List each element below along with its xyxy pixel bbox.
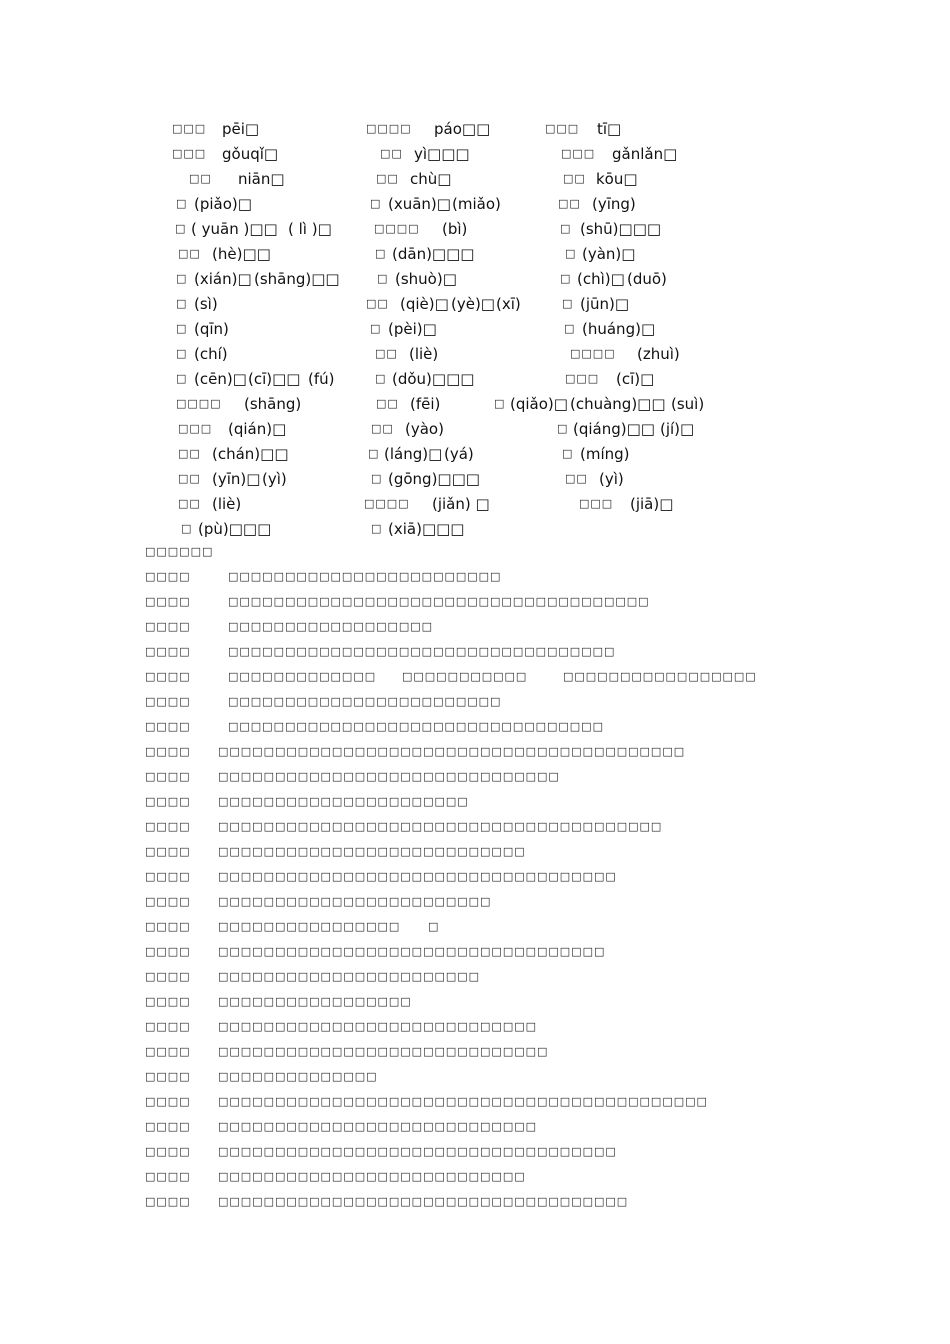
pinyin-row — [0, 493, 950, 515]
pinyin-row — [0, 268, 950, 290]
pinyin-cell: □□ — [366, 297, 389, 310]
text-line — [0, 641, 950, 663]
text-line — [0, 716, 950, 738]
pinyin-cell: (láng)□ — [384, 445, 443, 463]
pinyin-cell: ( yuān )□□ — [191, 220, 278, 238]
pinyin-cell: □ — [368, 447, 380, 460]
pinyin-cell: (yào) — [405, 420, 444, 438]
text-line — [0, 841, 950, 863]
pinyin-cell: (yì) — [262, 470, 287, 488]
pinyin-cell: □ — [371, 522, 383, 535]
pinyin-cell: (miǎo) — [452, 195, 501, 213]
line-number: □□□□ — [145, 770, 191, 783]
line-number: □□□□ — [145, 945, 191, 958]
pinyin-cell: □ — [176, 197, 188, 210]
text-line — [0, 866, 950, 888]
pinyin-cell: □ — [562, 447, 574, 460]
line-text: □□□□□□□□□□□□□□□□□□□□□□□□□□□□□□□□□□□□□□□ — [218, 820, 663, 833]
pinyin-row — [0, 418, 950, 440]
pinyin-cell: (dǒu)□□□ — [392, 370, 475, 388]
line-text: □□□□□□□□□□□□□□□□□□□□□□□ — [218, 970, 481, 983]
pinyin-cell: (cī)□ — [616, 370, 655, 388]
text-line — [0, 791, 950, 813]
pinyin-row — [0, 143, 950, 165]
pinyin-cell: (míng) — [580, 445, 630, 463]
pinyin-cell: □□ — [178, 472, 201, 485]
pinyin-cell: (qiè)□ — [400, 295, 449, 313]
text-line — [0, 816, 950, 838]
pinyin-cell: (shāng)□□ — [254, 270, 340, 288]
pinyin-cell: kōu□ — [596, 170, 638, 188]
pinyin-cell: □□□ — [545, 122, 580, 135]
pinyin-cell: □□ — [376, 172, 399, 185]
line-number: □□□□ — [145, 895, 191, 908]
line-text: □□□□□□□□□□□□□□□□□□ — [228, 620, 434, 633]
pinyin-cell: □□□□ — [570, 347, 616, 360]
pinyin-cell: (yè)□ — [451, 295, 495, 313]
text-line — [0, 916, 950, 938]
pinyin-cell: (liè) — [409, 345, 439, 363]
pinyin-cell: (liè) — [212, 495, 242, 513]
pinyin-cell: □□ — [178, 497, 201, 510]
pinyin-cell: (fēi) — [410, 395, 441, 413]
text-line — [0, 1141, 950, 1163]
line-text: □□□□□□□□□□□□□□□□□□□□□□□□ — [228, 570, 502, 583]
pinyin-cell: (cī)□□ — [248, 370, 301, 388]
pinyin-cell: gǎnlǎn□ — [612, 145, 678, 163]
pinyin-row — [0, 518, 950, 540]
pinyin-cell: □□ — [565, 472, 588, 485]
text-line — [0, 666, 950, 688]
line-number: □□□□ — [145, 670, 191, 683]
section-heading — [0, 541, 950, 563]
pinyin-cell: □ — [494, 397, 506, 410]
pinyin-cell: □ — [181, 522, 193, 535]
pinyin-cell: □□ — [563, 172, 586, 185]
pinyin-cell: □□ — [178, 247, 201, 260]
pinyin-cell: (jiǎn) □ — [432, 495, 490, 513]
line-text: □□□□□□□□□□□ — [402, 670, 528, 683]
text-line — [0, 1166, 950, 1188]
pinyin-cell: (yīng) — [592, 195, 636, 213]
pinyin-cell: (pèi)□ — [388, 320, 437, 338]
pinyin-cell: (chí) — [194, 345, 228, 363]
line-text: □□□□□□□□□□□□□□□□□□□□□□□□□□□□□□□□□□□□□ — [228, 595, 650, 608]
pinyin-row — [0, 118, 950, 140]
pinyin-row — [0, 393, 950, 415]
pinyin-row — [0, 193, 950, 215]
line-text: □□□□□□□□□□□□□□□□□□□□□□□□□□□□□□□□□□ — [228, 645, 616, 658]
pinyin-cell: (hè)□□ — [212, 245, 271, 263]
pinyin-cell: (cēn)□ — [194, 370, 247, 388]
pinyin-cell: □ — [370, 322, 382, 335]
pinyin-cell: (fú) — [308, 370, 335, 388]
pinyin-cell: (bì) — [442, 220, 468, 238]
pinyin-cell: (yá) — [444, 445, 474, 463]
pinyin-cell: □□□ — [565, 372, 600, 385]
pinyin-cell: (gōng)□□□ — [388, 470, 480, 488]
line-number: □□□□ — [145, 795, 191, 808]
line-text: □□□□□□□□□□□□□□□□□ — [218, 995, 412, 1008]
line-number: □□□□ — [145, 570, 191, 583]
pinyin-cell: (huáng)□ — [582, 320, 656, 338]
pinyin-cell: □□□ — [579, 497, 614, 510]
pinyin-cell: (xuān)□ — [388, 195, 451, 213]
line-text: □□□□□□□□□□□□□□□□□□□□□□□□□□□□□□□□□□□□ — [218, 1195, 629, 1208]
pinyin-cell: (shū)□□□ — [580, 220, 662, 238]
pinyin-cell: (qiáng)□□ — [573, 420, 655, 438]
pinyin-cell: (chuàng)□□ — [570, 395, 666, 413]
line-text: □□□□□□□□□□□□□□□□□□□□□□□□□□□□□□□□□□□□□□□□□□□ — [218, 1095, 708, 1108]
line-number: □□□□ — [145, 1095, 191, 1108]
pinyin-cell: (duō) — [627, 270, 667, 288]
pinyin-row — [0, 343, 950, 365]
line-text: □□□□□□□□□□□□□□□□□□□□□□□□□□□□ — [218, 1120, 538, 1133]
pinyin-cell: yì□□□ — [414, 145, 470, 163]
pinyin-cell: (xián)□ — [194, 270, 252, 288]
line-number: □□□□ — [145, 845, 191, 858]
pinyin-cell: niān□ — [238, 170, 285, 188]
line-text: □□□□□□□□□□□□□□□□ — [218, 920, 401, 933]
pinyin-cell: (yīn)□ — [212, 470, 261, 488]
line-text: □□□□□□□□□□□□□□□□□□□□□□□□□□□□□□□□□□□ — [218, 1145, 617, 1158]
line-text: □□□□□□□□□□□□□□ — [218, 1070, 378, 1083]
text-line — [0, 991, 950, 1013]
pinyin-cell: (yì) — [599, 470, 624, 488]
pinyin-cell: pēi□ — [222, 120, 260, 138]
text-line — [0, 966, 950, 988]
pinyin-cell: □ — [176, 272, 188, 285]
line-number: □□□□ — [145, 1070, 191, 1083]
pinyin-cell: □ — [375, 372, 387, 385]
text-line — [0, 691, 950, 713]
pinyin-cell: (shāng) — [244, 395, 302, 413]
pinyin-cell: tī□ — [597, 120, 622, 138]
line-text: □□□□□□□□□□□□□□□□□□□□□□□□□□□□□□ — [218, 770, 560, 783]
text-line — [0, 1066, 950, 1088]
pinyin-cell: (qiǎo)□ — [510, 395, 568, 413]
line-text: □□□□□□□□□□□□□□□□□□□□□□□□□□□□□ — [218, 1045, 549, 1058]
pinyin-cell: □□□□ — [366, 122, 412, 135]
pinyin-cell: □ — [176, 372, 188, 385]
pinyin-cell: □□□ — [178, 422, 213, 435]
text-line — [0, 891, 950, 913]
line-number: □□□□ — [145, 1120, 191, 1133]
pinyin-cell: □ — [565, 247, 577, 260]
line-text: □□□□□□□□□□□□□□□□□□□□□□□□□□□□ — [218, 1020, 538, 1033]
line-number: □□□□ — [145, 620, 191, 633]
text-line — [0, 1041, 950, 1063]
line-text: □□□□□□□□□□□□□□□□□ — [563, 670, 757, 683]
line-number: □□□□ — [145, 970, 191, 983]
line-number: □□□□ — [145, 595, 191, 608]
line-text: □□□□□□□□□□□□□□□□□□□□□□□□□□□□□□□□□ — [228, 720, 604, 733]
text-line — [0, 1091, 950, 1113]
pinyin-cell: (jí)□ — [660, 420, 695, 438]
pinyin-cell: (suì) — [671, 395, 705, 413]
pinyin-cell: (piǎo)□ — [194, 195, 252, 213]
line-number: □□□□ — [145, 920, 191, 933]
pinyin-cell: □□□ — [561, 147, 596, 160]
pinyin-cell: □□ — [189, 172, 212, 185]
pinyin-cell: □□□ — [172, 122, 207, 135]
pinyin-row — [0, 218, 950, 240]
line-number: □□□□ — [145, 1145, 191, 1158]
line-text: □□□□□□□□□□□□□□□□□□□□□□□□□□□ — [218, 1170, 526, 1183]
text-line — [0, 566, 950, 588]
line-number: □□□□ — [145, 645, 191, 658]
text-line — [0, 591, 950, 613]
line-number: □□□□ — [145, 1170, 191, 1183]
pinyin-cell: (qīn) — [194, 320, 229, 338]
line-text: □□□□□□□□□□□□□□□□□□□□□□□□ — [228, 695, 502, 708]
line-text: □□□□□□□□□□□□□ — [228, 670, 377, 683]
pinyin-cell: (qián)□ — [228, 420, 287, 438]
pinyin-row — [0, 243, 950, 265]
text-line — [0, 1191, 950, 1213]
text-line — [0, 941, 950, 963]
pinyin-row — [0, 368, 950, 390]
pinyin-cell: □ — [370, 197, 382, 210]
line-number: □□□□ — [145, 1020, 191, 1033]
pinyin-cell: □ — [562, 297, 574, 310]
pinyin-cell: □□ — [371, 422, 394, 435]
pinyin-cell: (jiā)□ — [630, 495, 674, 513]
line-number: □□□□ — [145, 820, 191, 833]
pinyin-cell: (xiā)□□□ — [388, 520, 465, 538]
line-text: □□□□□□□□□□□□□□□□□□□□□□□□□□□□□□□□□□□□□□□□□ — [218, 745, 686, 758]
line-number: □□□□ — [145, 1195, 191, 1208]
line-number: □□□□ — [145, 870, 191, 883]
line-text: □□□□□□□□□□□□□□□□□□□□□□□□ — [218, 895, 492, 908]
pinyin-cell: chù□ — [410, 170, 452, 188]
pinyin-cell: (sì) — [194, 295, 218, 313]
text-line — [0, 766, 950, 788]
pinyin-cell: (dān)□□□ — [392, 245, 475, 263]
pinyin-cell: □ — [176, 322, 188, 335]
pinyin-cell: □□□□ — [364, 497, 410, 510]
pinyin-cell: □ — [557, 422, 569, 435]
pinyin-cell: (chì)□ — [577, 270, 625, 288]
pinyin-row — [0, 443, 950, 465]
pinyin-cell: (xī) — [496, 295, 521, 313]
pinyin-cell: □ — [176, 297, 188, 310]
pinyin-cell: □□ — [375, 347, 398, 360]
text-line — [0, 1116, 950, 1138]
pinyin-cell: □ — [175, 222, 187, 235]
line-number: □□□□ — [145, 995, 191, 1008]
line-text: □□□□□□□□□□□□□□□□□□□□□□□□□□□□□□□□□□ — [218, 945, 606, 958]
text-line — [0, 616, 950, 638]
section-heading-text: □□□□□□ — [145, 545, 214, 558]
pinyin-cell: □ — [371, 472, 383, 485]
pinyin-cell: □ — [377, 272, 389, 285]
line-number: □□□□ — [145, 695, 191, 708]
line-number: □□□□ — [145, 745, 191, 758]
pinyin-cell: □□ — [376, 397, 399, 410]
pinyin-cell: □ — [375, 247, 387, 260]
pinyin-cell: □□□□ — [374, 222, 420, 235]
line-number: □□□□ — [145, 720, 191, 733]
text-line — [0, 741, 950, 763]
pinyin-cell: □ — [560, 272, 572, 285]
line-number: □□□□ — [145, 1045, 191, 1058]
pinyin-row — [0, 293, 950, 315]
pinyin-cell: (jūn)□ — [580, 295, 630, 313]
line-text: □ — [428, 920, 440, 933]
pinyin-row — [0, 318, 950, 340]
pinyin-cell: □□ — [178, 447, 201, 460]
pinyin-cell: □ — [560, 222, 572, 235]
text-line — [0, 1016, 950, 1038]
pinyin-cell: □ — [564, 322, 576, 335]
pinyin-cell: páo□□ — [434, 120, 491, 138]
pinyin-cell: ( lì )□ — [288, 220, 332, 238]
pinyin-cell: □□□□ — [176, 397, 222, 410]
pinyin-cell: □ — [176, 347, 188, 360]
pinyin-cell: (yàn)□ — [582, 245, 636, 263]
pinyin-cell: gǒuqǐ□ — [222, 145, 279, 163]
line-text: □□□□□□□□□□□□□□□□□□□□□□□□□□□□□□□□□□□ — [218, 870, 617, 883]
pinyin-row — [0, 468, 950, 490]
pinyin-cell: □□ — [380, 147, 403, 160]
pinyin-cell: □□ — [558, 197, 581, 210]
pinyin-cell: (chán)□□ — [212, 445, 289, 463]
pinyin-cell: (shuò)□ — [395, 270, 457, 288]
pinyin-cell: □□□ — [172, 147, 207, 160]
line-text: □□□□□□□□□□□□□□□□□□□□□□□□□□□ — [218, 845, 526, 858]
pinyin-row — [0, 168, 950, 190]
line-text: □□□□□□□□□□□□□□□□□□□□□□ — [218, 795, 469, 808]
pinyin-cell: (zhuì) — [637, 345, 680, 363]
pinyin-cell: (pù)□□□ — [198, 520, 272, 538]
